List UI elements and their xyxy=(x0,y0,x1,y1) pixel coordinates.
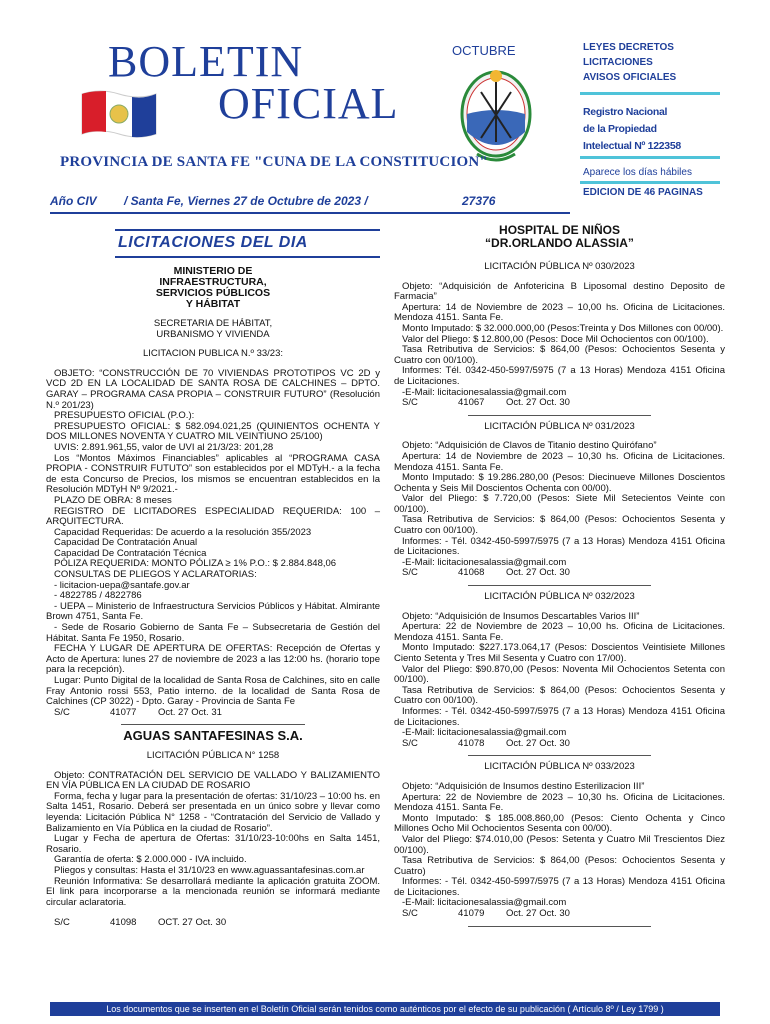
separator xyxy=(468,755,650,756)
secretaria xyxy=(46,319,380,340)
sc-label: S/C xyxy=(402,397,418,409)
paragraph: Pliegos y consultas: Hasta el 31/10/23 en www.aguassantafesinas.com.ar xyxy=(54,864,365,876)
section-title: LICITACIONES DEL DIA xyxy=(118,234,308,251)
paragraph: - 4822785 / 4822786 xyxy=(54,590,142,602)
sc-line xyxy=(46,708,380,719)
paragraph: Capacidad De Contratación Anual xyxy=(54,537,198,549)
paragraph: Tasa Retributiva de Servicios: $ 864,00 (Pesos: Ochocientos Sesenta y Cuatro con 00/100). xyxy=(394,514,725,537)
paragraph: REGISTRO DE LICITADORES ESPECIALIDAD REQUERIDA: 100 – ARQUITECTURA. xyxy=(46,505,380,528)
edicion-label: EDICION DE 46 PAGINAS xyxy=(583,187,703,198)
sc-number: 41077 xyxy=(110,706,137,718)
paragraph: Monto Imputado: $ 32.000.000,00 (Pesos:Treinta y Dos Millones con 00/00). xyxy=(402,322,724,334)
hospital-subtitle: “DR.ORLANDO ALASSIA” xyxy=(485,236,634,250)
paragraph: - licitacion-uepa@santafe.gov.ar xyxy=(54,579,190,591)
licitacion-body xyxy=(394,282,725,399)
paragraph: Apertura: 22 de Noviembre de 2023 – 10,00 hs. Oficina de Licitaciones. Mendoza 4151. Santa Fe. xyxy=(394,621,725,643)
paragraph: Monto Imputado: $ 185.008.860,00 (Pesos: Ciento Ochenta y Cinco Millones Ocho Mil Ochocientos Sesenta con 00/00). xyxy=(394,812,725,835)
licitacion-body xyxy=(394,441,725,568)
paragraph: - Sede de Rosario Gobierno de Santa Fe – Subsecretaria de Gestión del Hábitat. Santa Fe 1950, Rosario. xyxy=(46,622,380,644)
left-column xyxy=(46,266,380,929)
title-boletin: BOLETIN xyxy=(108,37,304,86)
divider xyxy=(580,92,720,95)
secretaria-line: SECRETARIA DE HÁBITAT, xyxy=(153,318,273,329)
paragraph: - UEPA – Ministerio de Infraestructura Servicios Públicos y Hábitat. Almirante Brown 4751, Santa Fe. xyxy=(46,600,380,623)
paragraph: PRESUPUESTO OFICIAL (P.O.): xyxy=(54,410,195,422)
divider xyxy=(580,156,720,159)
categories-list xyxy=(583,40,676,85)
title-oficial: OFICIAL xyxy=(218,79,399,128)
separator xyxy=(121,724,305,725)
licitacion-block xyxy=(394,762,725,926)
paragraph: Tasa Retributiva de Servicios: $ 864,00 (Pesos: Ochocientos Sesenta y Cuatro con 00/100). xyxy=(394,344,725,366)
sc-number: 41078 xyxy=(458,737,485,749)
paragraph: Los “Montos Máximos Financiables” aplicables al “PROGRAMA CASA PROPIA - CONSTRUIR FUTUTO” son establecidos por el MDTyH.- a la fecha de esta Concurso de Precios, los mismos se encuentran establecidos en la Resolución MDTyH Nº 9/2021.- xyxy=(46,452,380,496)
paragraph: UVIS: 2.891.961,55, valor de UVI al 21/3/23: 201,28 xyxy=(54,441,274,453)
anio-label: Año CIV xyxy=(50,194,97,208)
licitacion-block xyxy=(394,592,725,756)
paragraph: Objeto: “Adquisición de Anfotericina B Liposomal destino Deposito de Farmacia” xyxy=(394,280,725,303)
paragraph: Valor del Pliego: $90.870,00 (Pesos: Noventa Mil Ochocientos Setenta con 00/100). xyxy=(394,663,725,686)
paragraph: Forma, fecha y lugar para la presentación de ofertas: 31/10/23 – 10:00 hs. en Salta 1451, Rosario. Deberá ser presentada en un único sobre y llevar como leyenda: Licitación Pública N° 1258 - “Contratación del Servicio de Vallado y Balizamiento en Vía Pública en la ciudad de Rosario”. xyxy=(46,790,380,834)
numero-label: 27376 xyxy=(462,194,496,208)
paragraph: Valor del Pliego: $74.010,00 (Pesos: Setenta y Cuatro Mil Trescientos Diez 00/100). xyxy=(394,833,725,856)
paragraph: Objeto: CONTRATACIÓN DEL SERVICIO DE VALLADO Y BALIZAMIENTO EN VÍA PÚBLICA EN LA CIUDAD DE ROSARIO xyxy=(46,769,380,792)
licitacion-title: LICITACIÓN PÚBLICA Nº 031/2023 xyxy=(484,420,635,432)
licitacion-publica: LICITACION PUBLICA N.º 33/23: xyxy=(142,348,284,360)
divider xyxy=(115,229,380,231)
paragraph: PLAZO DE OBRA: 8 meses xyxy=(54,494,172,506)
sc-number: 41079 xyxy=(458,908,485,920)
paragraph: Tasa Retributiva de Servicios: $ 864,00 (Pesos: Ochocientos Sesenta y Cuatro) xyxy=(394,855,725,877)
sc-dates: Oct. 27 Oct. 30 xyxy=(506,908,570,920)
paragraph: Garantía de oferta: $ 2.000.000 - IVA incluido. xyxy=(54,854,247,866)
sc-label: S/C xyxy=(54,917,70,929)
paragraph: Lugar: Punto Digital de la localidad de Santa Rosa de Calchines, sito en calle Fray Antonio rossi 553, Patio interno. de la localidad de Santa Rosa de Calchines (CP 3022) - Dpto. Garay - Provincia de Santa Fe xyxy=(46,675,380,708)
divider xyxy=(115,256,380,258)
paragraph: FECHA Y LUGAR DE APERTURA DE OFERTAS: Recepción de Ofertas y Acto de Apertura: lunes 27 de noviembre de 2023 a las 12:00 hs. (horario tope para la recepción). xyxy=(46,643,380,676)
licitacion-body xyxy=(394,612,725,739)
sc-label: S/C xyxy=(402,567,418,579)
ministerio-line: MINISTERIO DE xyxy=(173,265,253,277)
ministerio-title xyxy=(46,266,380,310)
ministerio-line: Y HÁBITAT xyxy=(185,298,241,310)
category-item: LICITACIONES xyxy=(583,57,653,68)
sc-dates: Oct. 27 Oct. 30 xyxy=(506,397,570,409)
divider xyxy=(50,212,570,214)
licitacion-block xyxy=(394,422,725,586)
separator xyxy=(468,415,650,416)
registro-line: de la Propiedad xyxy=(583,123,657,135)
paragraph: Informes: - Tél. 0342-450-5997/5975 (7 a 13 Horas) Mendoza 4151 Oficina de Licitaciones. xyxy=(394,876,725,898)
paragraph: -E-Mail: licitacionesalassia@gmail.com xyxy=(402,556,567,568)
footer-note: Los documentos que se inserten en el Boletín Oficial serán tenidos como auténticos por el efecto de su publicación ( Artículo 8º / Ley 1799 ) xyxy=(50,1002,720,1016)
paragraph: Tasa Retributiva de Servicios: $ 864,00 (Pesos: Ochocientos Sesenta y Cuatro con 00/100). xyxy=(394,684,725,707)
fecha-label: / Santa Fe, Viernes 27 de Octubre de 2023 / xyxy=(124,194,368,208)
sc-dates: Oct. 27 Oct. 30 xyxy=(506,737,570,749)
paragraph: Capacidad Requeridas: De acuerdo a la resolución 355/2023 xyxy=(54,526,312,538)
sc-label: S/C xyxy=(54,706,70,718)
aguas-title: AGUAS SANTAFESINAS S.A. xyxy=(123,728,303,744)
sc-number: 41098 xyxy=(110,917,137,929)
right-column xyxy=(394,224,725,933)
sc-line xyxy=(394,739,725,750)
hospital-title: HOSPITAL DE NIÑOS xyxy=(499,223,620,237)
sc-label: S/C xyxy=(402,737,418,749)
month-label: OCTUBRE xyxy=(452,43,516,58)
paragraph: Valor del Pliego: $ 12.800,00 (Pesos: Doce Mil Ochocientos con 00/100). xyxy=(402,333,709,345)
sc-line xyxy=(394,909,725,920)
flag-icon xyxy=(80,86,158,142)
registro-line: Intelectual Nº 122358 xyxy=(583,140,681,152)
sc-line xyxy=(394,398,725,409)
ministerio-line: SERVICIOS PÚBLICOS xyxy=(155,287,271,299)
paragraph: Monto Imputado: $ 19.286.280,00 (Pesos: Diecinueve Millones Doscientos Ochenta y Seis Mil Doscientos Ochenta con 00/00). xyxy=(394,472,725,494)
paragraph: -E-Mail: licitacionesalassia@gmail.com xyxy=(402,727,567,739)
paragraph: -E-Mail: licitacionesalassia@gmail.com xyxy=(402,897,567,909)
paragraph: Apertura: 22 de Noviembre de 2023 – 10,30 hs. Oficina de Licitaciones. Mendoza 4151. Santa Fe. xyxy=(394,791,725,814)
sc-line xyxy=(394,568,725,579)
paragraph: Lugar y Fecha de apertura de Ofertas: 31/10/23-10:00hs en Salta 1451, Rosario. xyxy=(46,833,380,855)
registro-block xyxy=(583,104,681,155)
secretaria-line: URBANISMO Y VIVIENDA xyxy=(156,328,270,340)
licitacion-body xyxy=(46,369,380,708)
provincia-line: PROVINCIA DE SANTA FE "CUNA DE LA CONSTITUCION" xyxy=(60,154,488,170)
divider xyxy=(580,181,720,184)
sc-line xyxy=(46,918,380,929)
paragraph: Objeto: “Adquisición de Insumos Descartables Varios III” xyxy=(402,610,640,622)
paragraph: Informes: Tél. 0342-450-5997/5975 (7 a 13 Horas) Mendoza 4151 Oficina de Licitaciones. xyxy=(394,365,725,387)
category-item: LEYES DECRETOS xyxy=(583,42,674,53)
sc-dates: Oct. 27 Oct. 31 xyxy=(158,706,222,718)
sc-dates: Oct. 27 Oct. 30 xyxy=(506,567,570,579)
registro-line: Registro Nacional xyxy=(583,106,668,118)
category-item: AVISOS OFICIALES xyxy=(583,72,677,83)
paragraph: Informes: - Tél. 0342-450-5997/5975 (7 a 13 Horas) Mendoza 4151 Oficina de Licitaciones. xyxy=(394,705,725,728)
aguas-body xyxy=(46,771,380,909)
separator xyxy=(468,926,650,927)
paragraph: PRESUPUESTO OFICIAL: $ 582.094.021,25 (QUINIENTOS OCHENTA Y DOS MILLONES NOVENTA Y CUATRO MIL VEINTIUNO 25/100) xyxy=(46,420,380,443)
paragraph: Apertura: 14 de Noviembre de 2023 – 10,00 hs. Oficina de Licitaciones. Mendoza 4151. Santa Fe. xyxy=(394,301,725,324)
paragraph: Informes: - Tél. 0342-450-5997/5975 (7 a 13 Horas) Mendoza 4151 Oficina de Licitaciones. xyxy=(394,535,725,558)
aguas-licitacion: LICITACIÓN PÚBLICA N° 1258 xyxy=(146,749,280,761)
paragraph: Capacidad De Contratación Técnica xyxy=(54,547,207,559)
paragraph: OBJETO: “CONSTRUCCIÓN DE 70 VIVIENDAS PROTOTIPOS VC 2D y VCD 2D EN LA LOCALIDAD DE SANTA ROSA DE CALCHINES – DPTO. GARAY – PROGRAMA CASA PROPIA – CONSTRUIR FUTURO” (Resolución N.º 201/23) xyxy=(46,367,380,411)
aparece-label: Aparece los días hábiles xyxy=(583,167,692,178)
paragraph: -E-Mail: licitacionesalassia@gmail.com xyxy=(402,386,567,398)
paragraph: Monto Imputado: $227.173.064,17 (Pesos: Doscientos Veintisiete Millones Ciento Setenta y Tres Mil Sesenta y Cuatro con 17/00). xyxy=(394,642,725,664)
paragraph: CONSULTAS DE PLIEGOS Y ACLARATORIAS: xyxy=(54,569,257,581)
sc-dates: OCT. 27 Oct. 30 xyxy=(158,917,227,929)
separator xyxy=(468,585,650,586)
paragraph: Objeto: “Adquisición de Insumos destino Esterilizacion III” xyxy=(402,780,645,792)
ministerio-line: INFRAESTRUCTURA, xyxy=(159,276,267,288)
licitacion-title: LICITACIÓN PÚBLICA Nº 030/2023 xyxy=(484,261,635,272)
licitacion-body xyxy=(394,782,725,909)
paragraph: Reunión Informativa: Se desarrollará mediante la aplicación gratuita ZOOM. El link para incorporarse a la mencionada reunión se informará mediante circular aclaratoria. xyxy=(46,875,380,908)
licitacion-title: LICITACIÓN PÚBLICA Nº 033/2023 xyxy=(484,761,635,773)
paragraph: Valor del Pliego: $ 7.720,00 (Pesos: Siete Mil Setecientos Veinte con 00/100). xyxy=(394,493,725,515)
sc-number: 41067 xyxy=(458,397,485,409)
licitacion-block xyxy=(394,262,725,416)
paragraph: PÓLIZA REQUERIDA: MONTO PÓLIZA ≥ 1% P.O.: $ 2.884.848,06 xyxy=(54,558,337,570)
paragraph: Objeto: “Adquisición de Clavos de Titanio destino Quirófano” xyxy=(402,440,657,452)
paragraph: Apertura: 14 de Noviembre de 2023 – 10,30 hs. Oficina de Licitaciones. Mendoza 4151. Santa Fe. xyxy=(394,450,725,473)
sc-label: S/C xyxy=(402,908,418,920)
sc-number: 41068 xyxy=(458,567,485,579)
licitacion-title: LICITACIÓN PÚBLICA Nº 032/2023 xyxy=(484,591,635,603)
